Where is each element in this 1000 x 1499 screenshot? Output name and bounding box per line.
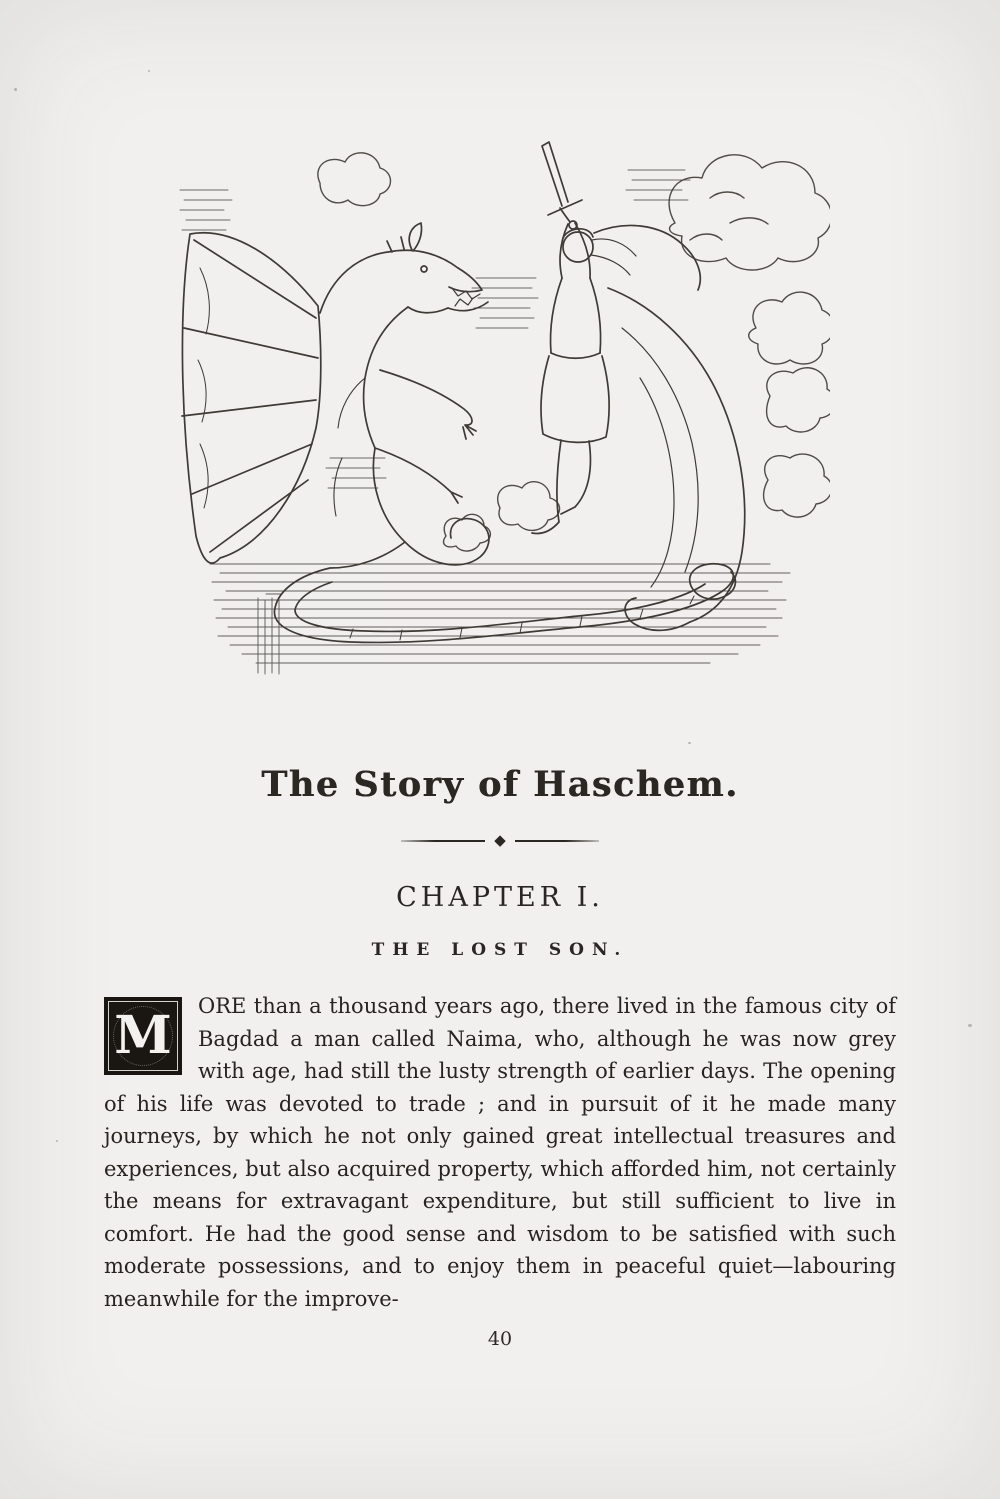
scan-speck: [968, 1024, 972, 1027]
clouds: [318, 153, 830, 551]
body-paragraph: [104, 990, 896, 1315]
scan-speck: [148, 70, 150, 72]
chapter-subheading: THE LOST SON.: [371, 940, 629, 960]
story-title: The Story of Haschem.: [261, 764, 739, 805]
diamond-ornament-icon: ◆: [494, 831, 506, 849]
dragon: [182, 223, 489, 565]
divider-rule: [401, 840, 485, 842]
dragon-engraving-illustration: [170, 128, 830, 688]
background-hatching: [180, 170, 690, 488]
drapery: [594, 225, 745, 630]
page-number: 40: [487, 1328, 513, 1350]
ornamental-divider: [0, 833, 1000, 848]
chapter-heading: CHAPTER I.: [396, 882, 604, 913]
swordsman: [532, 142, 636, 534]
drop-cap-letter: M: [114, 1005, 172, 1066]
paragraph-text: ORE than a thousand years ago, there lived in the famous city of Bagdad a man called Naima, who, although he was now grey with age, had still the lusty strength of earlier days. The opening of his life was devoted to trade ; and in pursuit of it he made many journeys, by which he not only gained great intellectual treasures and experiences, but also acquired property, which afforded him, not certainly the means for extravagant expenditure, but still sufficient to live in comfort. He had the good sense and wisdom to be satisfied with such moderate possessions, and to enjoy them in peaceful quiet—labouring meanwhile for the improve-: [104, 994, 896, 1311]
scan-speck: [56, 1140, 58, 1142]
scan-speck: [14, 88, 17, 91]
divider-rule: [515, 840, 599, 842]
drop-cap: [104, 997, 182, 1075]
engraving-svg: [170, 128, 830, 688]
scan-speck: [688, 742, 691, 744]
